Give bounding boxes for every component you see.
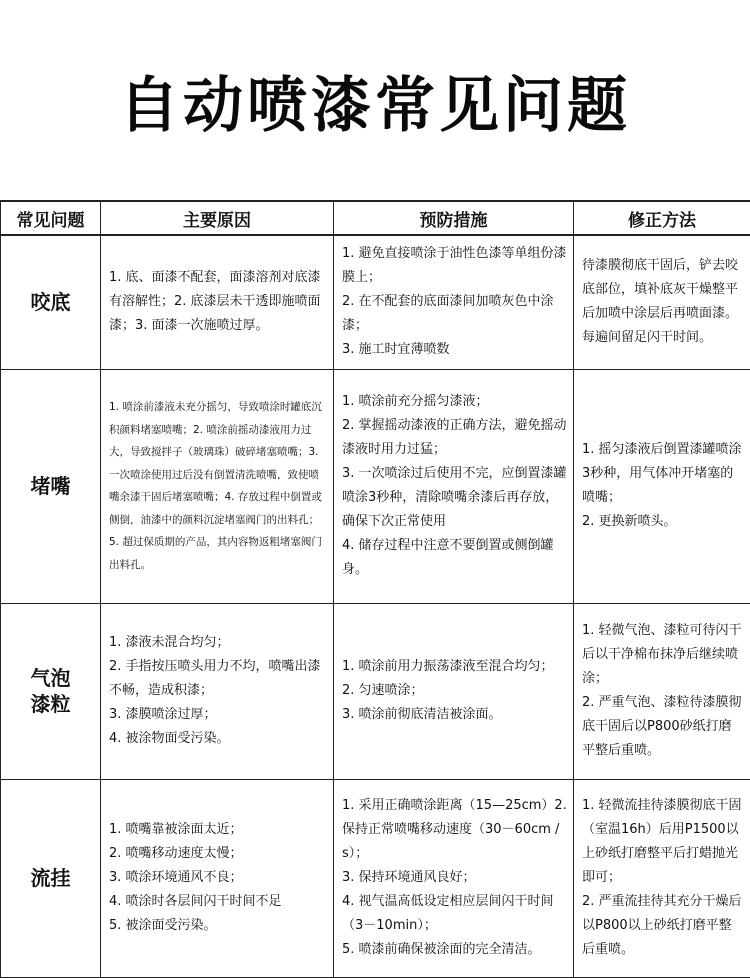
fix-text: 1. 轻微流挂待漆膜彻底干固（室温16h）后用P1500以上砂纸打磨整平后打蜡抛光即可； 2. 严重流挂待其充分干燥后以P800以上砂纸打磨平整后重喷。 [582,794,744,962]
problem-name [1,603,101,779]
prevention-cell [334,779,574,977]
problem-name [1,779,101,977]
fix-text: 1. 轻微气泡、漆粒可待闪干后以干净棉布抹净后继续喷涂； 2. 严重气泡、漆粒待漆膜彻底干固后以P800砂纸打磨平整后重喷。 [582,619,744,763]
cause-cell [101,779,334,977]
fix-cell [574,235,750,369]
prevention-cell [334,235,574,369]
prevention-text: 1. 喷涂前用力振荡漆液至混合均匀； 2. 匀速喷涂； 3. 喷涂前彻底清洁被涂面。 [342,655,567,727]
cause-text: 1. 底、面漆不配套，面漆溶剂对底漆有溶解性；2. 底漆层未干透即施喷面漆；3. 面漆一次施喷过厚。 [109,266,327,338]
prevention-cell [334,603,574,779]
fix-cell [574,369,750,603]
table-row [1,235,750,369]
prevention-text: 1. 喷涂前充分摇匀漆液； 2. 掌握摇动漆液的正确方法，避免摇动漆液时用力过猛； 3. 一次喷涂过后使用不完，应倒置漆罐喷涂3秒种，清除喷嘴余漆后再存放，确保下次正常使用 4. 储存过程中注意不要倒置或侧倒罐身。 [342,390,567,582]
cause-cell [101,603,334,779]
table-row [1,779,750,977]
fix-text: 1. 摇匀漆液后倒置漆罐喷涂3秒种，用气体冲开堵塞的喷嘴； 2. 更换新喷头。 [582,438,744,534]
problem-label: 流挂 [1,865,100,891]
prevention-text: 1. 避免直接喷涂于油性色漆等单组份漆膜上； 2. 在不配套的底面漆间加喷灰色中涂漆； 3. 施工时宜薄喷数 [342,242,567,362]
cause-text: 1. 喷涂前漆液未充分摇匀，导致喷涂时罐底沉积颜料堵塞喷嘴；2. 喷涂前摇动漆液用力过大，导致搅拌子（玻璃珠）破碎堵塞喷嘴；3. 一次喷涂使用过后没有倒置清洗喷嘴，致使喷嘴余漆干固后堵塞喷嘴；4. 存放过程中倒置或侧倒，油漆中的颜料沉淀堵塞阀门的出料孔；5. 超过保质期的产品，其内容物返粗堵塞阀门出料孔。 [109,396,327,576]
fix-cell [574,603,750,779]
problem-name [1,369,101,603]
cause-text: 1. 漆液未混合均匀； 2. 手指按压喷头用力不均，喷嘴出漆不畅，造成积漆； 3. 漆膜喷涂过厚； 4. 被涂物面受污染。 [109,631,327,751]
header-cause: 主要原因 [101,201,334,235]
table-row [1,369,750,603]
header-prevention: 预防措施 [334,201,574,235]
cause-text: 1. 喷嘴靠被涂面太近； 2. 喷嘴移动速度太慢； 3. 喷涂环境通风不良； 4. 喷涂时各层间闪干时间不足 5. 被涂面受污染。 [109,818,327,938]
faq-table [0,200,750,978]
table-header-row [1,201,750,235]
header-fix: 修正方法 [574,201,750,235]
header-problem: 常见问题 [1,201,101,235]
table-row [1,603,750,779]
cause-cell [101,235,334,369]
prevention-cell [334,369,574,603]
problem-label: 咬底 [1,289,100,315]
prevention-text: 1. 采用正确喷涂距离（15—25cm）2. 保持正常喷嘴移动速度（30－60cm / s）； 3. 保持环境通风良好； 4. 视气温高低设定相应层间闪干时间（3－10min）； 5. 喷漆前确保被涂面的完全清洁。 [342,794,567,962]
fix-text: 待漆膜彻底干固后，铲去咬底部位，填补底灰干燥整平后加喷中涂层后再喷面漆。每遍间留足闪干时间。 [582,254,744,350]
problem-label: 气泡 漆粒 [1,665,100,717]
fix-cell [574,779,750,977]
page-title: 自动喷漆常见问题 [0,58,750,144]
cause-cell [101,369,334,603]
problem-name [1,235,101,369]
problem-label: 堵嘴 [1,473,100,499]
